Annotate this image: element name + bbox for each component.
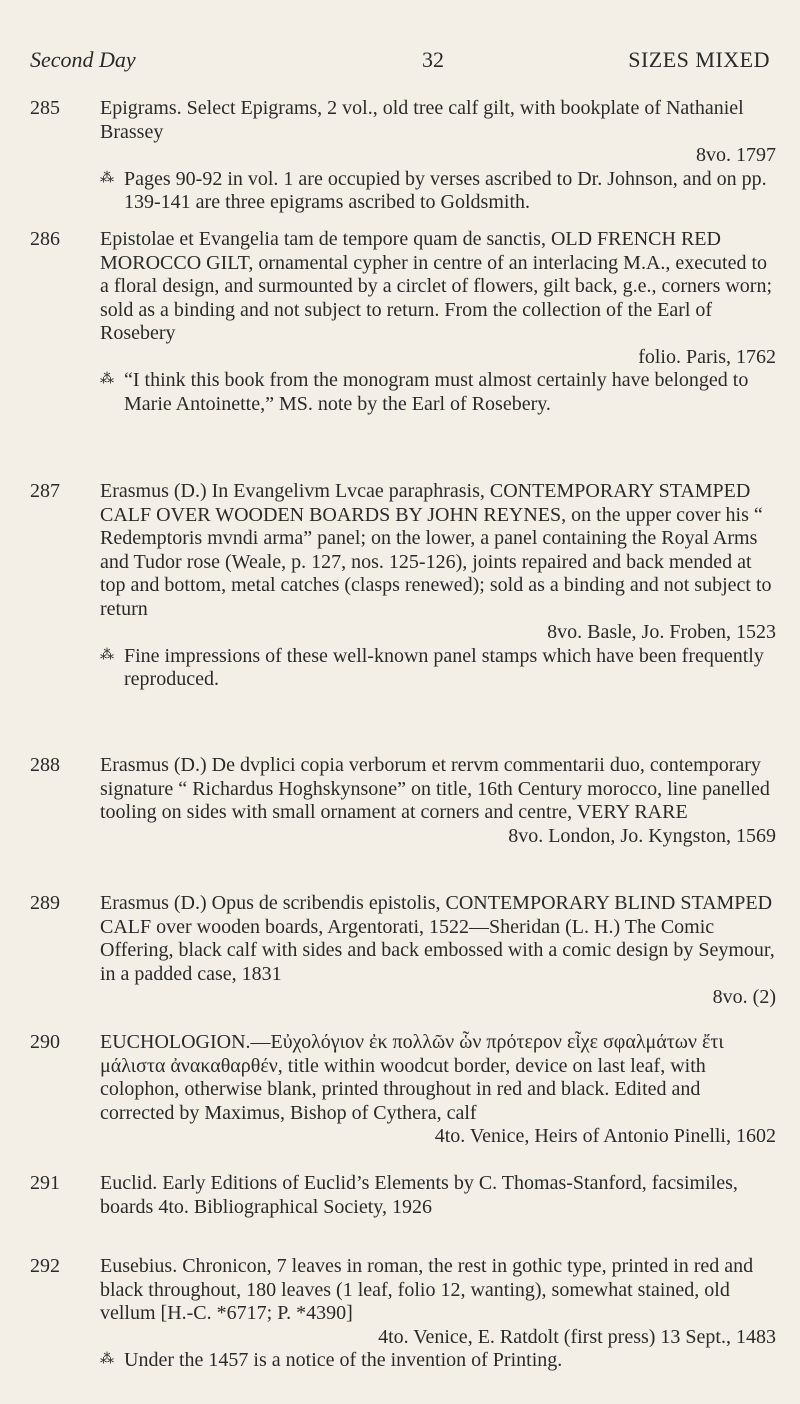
- lot-note: ⁂ Pages 90-92 in vol. 1 are occupied by verses ascribed to Dr. Johnson, and on pp. 139-141 are three epigrams ascribed to Goldsmith.: [100, 167, 767, 213]
- lot-entry: [30, 754, 776, 848]
- lot-number: 289: [30, 892, 60, 914]
- lot-entry: [30, 1255, 776, 1373]
- lot-number: 288: [30, 754, 60, 776]
- header-section: SIZES MIXED: [628, 47, 770, 72]
- lot-format: 8vo. (2): [712, 986, 776, 1008]
- lot-entry: [30, 97, 776, 215]
- page-header: [30, 40, 770, 80]
- lot-description: Epistolae et Evangelia tam de tempore quam de sanctis, OLD FRENCH RED MOROCCO GILT, ornamental cypher in centre of an interlacing M.A., executed to a floral design, and surmounted by a circlet of flowers, gilt back, g.e., corners worn; sold as a binding and not subject to return. From the collection of the Earl of Rosebery: [100, 228, 773, 344]
- lot-format: 8vo. London, Jo. Kyngston, 1569: [508, 824, 776, 847]
- lot-entry: [30, 228, 776, 416]
- lot-number: 287: [30, 480, 60, 502]
- asterism-icon: ⁂: [100, 372, 114, 387]
- lot-number: 290: [30, 1031, 60, 1053]
- asterism-icon: ⁂: [100, 170, 114, 186]
- lot-number: 285: [30, 97, 60, 119]
- asterism-icon: ⁂: [100, 1352, 114, 1367]
- asterism-icon: ⁂: [100, 647, 114, 663]
- lot-note: ⁂ Fine impressions of these well-known panel stamps which have been frequently reproduced.: [100, 644, 764, 690]
- lot-description: EUCHOLOGION.—Εὐχολόγιον ἐκ πολλῶν ὧν πρότερον εἶχε σφαλμάτων ἔτι μάλιστα ἀνακαθαρθέν, title within woodcut border, device on last leaf, with colophon, otherwise blank, printed throughout in red and black. Edited and corrected by Maximus, Bishop of Cythera, calf: [100, 1031, 724, 1124]
- page-number: 32: [422, 47, 444, 72]
- lot-entry: [30, 1172, 776, 1219]
- lot-number: 291: [30, 1172, 60, 1194]
- lot-entry: [30, 480, 776, 692]
- lot-format: folio. Paris, 1762: [638, 345, 776, 368]
- lot-format: 4to. Venice, E. Ratdolt (first press) 13 Sept., 1483: [378, 1325, 776, 1348]
- lot-description: Erasmus (D.) In Evangelivm Lvcae paraphrasis, CONTEMPORARY STAMPED CALF OVER WOODEN BOARDS BY JOHN REYNES, on the upper cover his “ Redemptoris mvndi arma” panel; on the lower, a panel containing the Royal Arms and Tudor rose (Weale, p. 127, nos. 125-126), joints repaired and back mended at top and bottom, metal catches (clasps renewed); sold as a binding and not subject to return: [100, 480, 772, 620]
- lot-number: 292: [30, 1255, 60, 1277]
- lot-description: Erasmus (D.) Opus de scribendis epistolis, CONTEMPORARY BLIND STAMPED CALF over wooden boards, Argentorati, 1522—Sheridan (L. H.) The Comic Offering, black calf with sides and back embossed with a comic design by Seymour, in a padded case, 1831: [100, 892, 775, 985]
- lot-description: Eusebius. Chronicon, 7 leaves in roman, the rest in gothic type, printed in red and black throughout, 180 leaves (1 leaf, folio 12, wanting), somewhat stained, old vellum [H.-C. *6717; P. *4390]: [100, 1255, 754, 1324]
- lot-note: ⁂ “I think this book from the monogram must almost certainly have belonged to Marie Antoinette,” MS. note by the Earl of Rosebery.: [100, 369, 749, 415]
- lot-format: 4to. Venice, Heirs of Antonio Pinelli, 1602: [434, 1125, 776, 1147]
- lot-entry: [30, 1031, 776, 1149]
- lot-format: 8vo. 1797: [696, 144, 776, 166]
- lot-description: Erasmus (D.) De dvplici copia verborum et rervm commentarii duo, contemporary signature “ Richardus Hoghskynsone” on title, 16th Century morocco, line panelled tooling on sides with small ornament at corners and centre, VERY RARE: [100, 754, 770, 823]
- lot-description: Euclid. Early Editions of Euclid’s Elements by C. Thomas-Stanford, facsimiles, boards 4to. Bibliographical Society, 1926: [100, 1172, 738, 1218]
- lot-note: ⁂ Under the 1457 is a notice of the invention of Printing.: [100, 1349, 563, 1371]
- lot-format: 8vo. Basle, Jo. Froben, 1523: [547, 621, 776, 643]
- lot-number: 286: [30, 228, 60, 250]
- header-day: Second Day: [30, 47, 136, 72]
- lot-description: Epigrams. Select Epigrams, 2 vol., old tree calf gilt, with bookplate of Nathaniel Brassey: [100, 97, 744, 143]
- lot-entry: [30, 892, 776, 1010]
